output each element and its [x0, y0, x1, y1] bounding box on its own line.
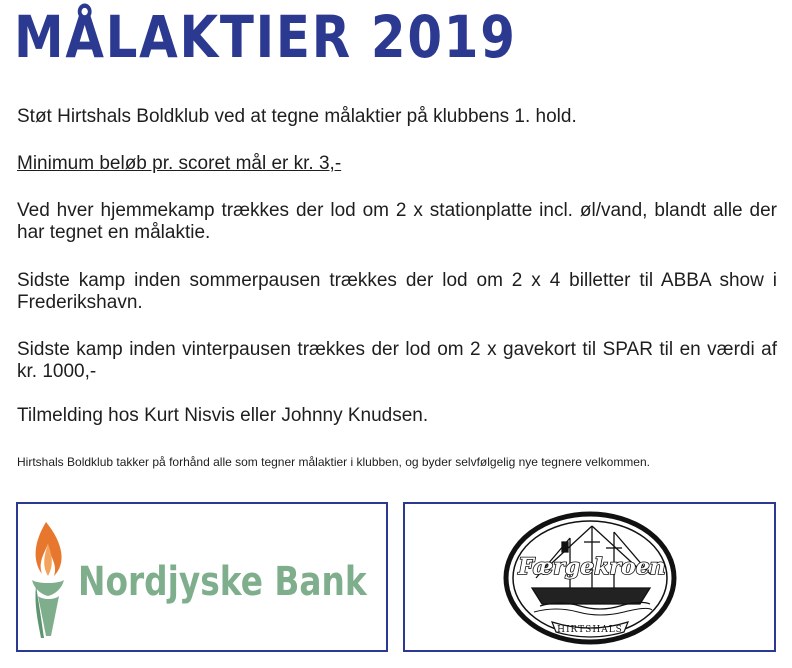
- torch-icon: [24, 514, 74, 644]
- signup-text: Tilmelding hos Kurt Nisvis eller Johnny Knudsen.: [17, 405, 429, 426]
- page-title: MÅLAKTIER 2019: [14, 3, 517, 71]
- nordjyske-bank-name: Nordjyske Bank: [78, 559, 367, 605]
- faergekroen-place: HIRTSHALS: [557, 625, 623, 635]
- summer-break-text: Sidste kamp inden sommerpausen trækkes der lod om 2 x 4 billetter til ABBA show i Frederikshavn.: [17, 270, 777, 313]
- home-match-text: Ved hver hjemmekamp trækkes der lod om 2 x stationplatte incl. øl/vand, blandt alle der har tegnet en målaktie.: [17, 200, 777, 243]
- minimum-amount-text: Minimum beløb pr. scoret mål er kr. 3,-: [17, 153, 342, 174]
- sponsor-box-nordjyske-bank: [16, 502, 388, 652]
- intro-text: Støt Hirtshals Boldklub ved at tegne målaktier på klubbens 1. hold.: [17, 106, 577, 127]
- footnote: Hirtshals Boldklub takker på forhånd alle som tegner målaktier i klubben, og byder selvfølgelig nye tegnere velkommen.: [17, 455, 650, 469]
- winter-break-text: Sidste kamp inden vinterpausen trækkes der lod om 2 x gavekort til SPAR til en værdi af kr. 1000,-: [17, 339, 777, 382]
- nordjyske-bank-logo: [24, 514, 384, 644]
- faergekroen-logo: [500, 508, 680, 648]
- faergekroen-name: Færgekroen: [518, 554, 666, 580]
- sponsor-box-faergekroen: [403, 502, 776, 652]
